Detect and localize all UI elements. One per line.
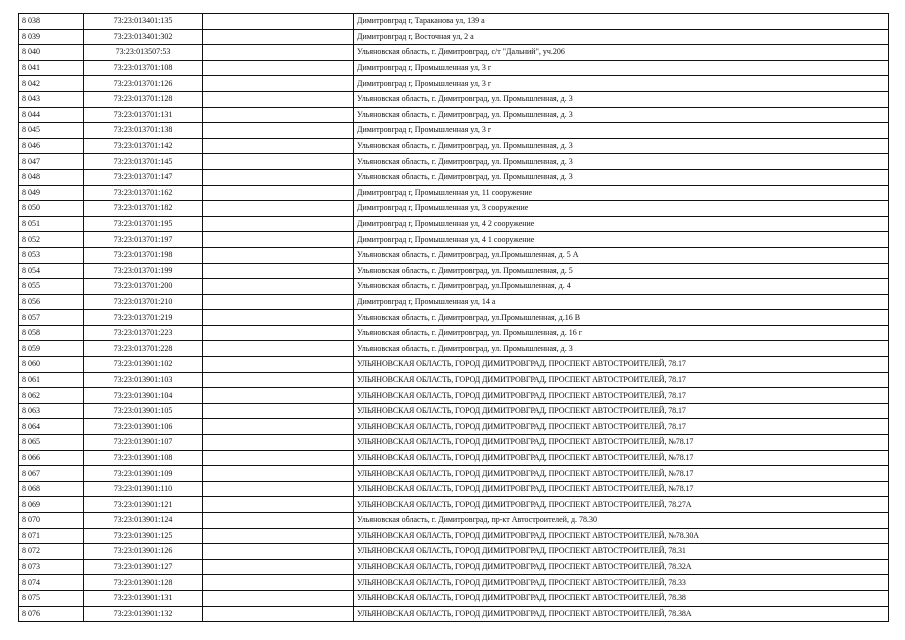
blank-cell bbox=[203, 544, 354, 560]
address-cell: Ульяновская область, г. Димитровград, ул. Промышленная, д. 3 bbox=[354, 341, 889, 357]
cadastral-number-cell: 73:23:013901:106 bbox=[84, 419, 203, 435]
address-cell: Ульяновская область, г. Димитровград, ул.Промышленная, д. 5 А bbox=[354, 247, 889, 263]
cadastral-number-cell: 73:23:013401:135 bbox=[84, 14, 203, 30]
cadastral-number-cell: 73:23:013901:110 bbox=[84, 481, 203, 497]
blank-cell bbox=[203, 216, 354, 232]
address-cell: Димитровград г, Промышленная ул, 3 г bbox=[354, 76, 889, 92]
address-cell: УЛЬЯНОВСКАЯ ОБЛАСТЬ, ГОРОД ДИМИТРОВГРАД, ПРОСПЕКТ АВТОСТРОИТЕЛЕЙ, №78.17 bbox=[354, 435, 889, 451]
row-number-cell: 8 048 bbox=[19, 169, 84, 185]
cadastral-number-cell: 73:23:013701:145 bbox=[84, 154, 203, 170]
cadastral-number-cell: 73:23:013901:127 bbox=[84, 559, 203, 575]
table-body bbox=[19, 14, 889, 622]
row-number-cell: 8 064 bbox=[19, 419, 84, 435]
address-cell: Димитровград г, Таракановa ул, 139 а bbox=[354, 14, 889, 30]
blank-cell bbox=[203, 419, 354, 435]
address-cell: Ульяновская область, г. Димитровград, пр-кт Автостроителей, д. 78.30 bbox=[354, 513, 889, 529]
blank-cell bbox=[203, 201, 354, 217]
address-cell: УЛЬЯНОВСКАЯ ОБЛАСТЬ, ГОРОД ДИМИТРОВГРАД, ПРОСПЕКТ АВТОСТРОИТЕЛЕЙ, 78.31 bbox=[354, 544, 889, 560]
row-number-cell: 8 072 bbox=[19, 544, 84, 560]
address-cell: УЛЬЯНОВСКАЯ ОБЛАСТЬ, ГОРОД ДИМИТРОВГРАД, ПРОСПЕКТ АВТОСТРОИТЕЛЕЙ, №78.30А bbox=[354, 528, 889, 544]
blank-cell bbox=[203, 450, 354, 466]
table-row bbox=[19, 419, 889, 435]
cadastral-number-cell: 73:23:013701:182 bbox=[84, 201, 203, 217]
table-row bbox=[19, 138, 889, 154]
table-row bbox=[19, 357, 889, 373]
table-row bbox=[19, 403, 889, 419]
row-number-cell: 8 044 bbox=[19, 107, 84, 123]
table-row bbox=[19, 60, 889, 76]
blank-cell bbox=[203, 325, 354, 341]
blank-cell bbox=[203, 107, 354, 123]
blank-cell bbox=[203, 91, 354, 107]
blank-cell bbox=[203, 294, 354, 310]
table-row bbox=[19, 497, 889, 513]
row-number-cell: 8 055 bbox=[19, 279, 84, 295]
address-cell: Ульяновская область, г. Димитровград, ул. Промышленная, д. 3 bbox=[354, 169, 889, 185]
cadastral-number-cell: 73:23:013701:108 bbox=[84, 60, 203, 76]
blank-cell bbox=[203, 435, 354, 451]
blank-cell bbox=[203, 76, 354, 92]
row-number-cell: 8 068 bbox=[19, 481, 84, 497]
table-row bbox=[19, 263, 889, 279]
cadastral-number-cell: 73:23:013701:197 bbox=[84, 232, 203, 248]
table-row bbox=[19, 201, 889, 217]
cadastral-number-cell: 73:23:013701:126 bbox=[84, 76, 203, 92]
blank-cell bbox=[203, 185, 354, 201]
cadastral-number-cell: 73:23:013901:124 bbox=[84, 513, 203, 529]
row-number-cell: 8 074 bbox=[19, 575, 84, 591]
cadastral-number-cell: 73:23:013901:125 bbox=[84, 528, 203, 544]
table-row bbox=[19, 435, 889, 451]
table-row bbox=[19, 528, 889, 544]
table-row bbox=[19, 91, 889, 107]
row-number-cell: 8 051 bbox=[19, 216, 84, 232]
cadastral-number-cell: 73:23:013901:107 bbox=[84, 435, 203, 451]
address-cell: УЛЬЯНОВСКАЯ ОБЛАСТЬ, ГОРОД ДИМИТРОВГРАД, ПРОСПЕКТ АВТОСТРОИТЕЛЕЙ, 78.38А bbox=[354, 606, 889, 622]
blank-cell bbox=[203, 513, 354, 529]
row-number-cell: 8 040 bbox=[19, 45, 84, 61]
cadastral-number-cell: 73:23:013701:142 bbox=[84, 138, 203, 154]
cadastral-number-cell: 73:23:013901:104 bbox=[84, 388, 203, 404]
address-cell: УЛЬЯНОВСКАЯ ОБЛАСТЬ, ГОРОД ДИМИТРОВГРАД, ПРОСПЕКТ АВТОСТРОИТЕЛЕЙ, 78.27А bbox=[354, 497, 889, 513]
row-number-cell: 8 039 bbox=[19, 29, 84, 45]
blank-cell bbox=[203, 123, 354, 139]
blank-cell bbox=[203, 279, 354, 295]
address-cell: Ульяновская область, г. Димитровград, ул. Промышленная, д. 3 bbox=[354, 154, 889, 170]
address-cell: Димитровград г, Промышленная ул, 3 сооружение bbox=[354, 201, 889, 217]
address-cell: УЛЬЯНОВСКАЯ ОБЛАСТЬ, ГОРОД ДИМИТРОВГРАД, ПРОСПЕКТ АВТОСТРОИТЕЛЕЙ, №78.17 bbox=[354, 466, 889, 482]
cadastral-number-cell: 73:23:013701:138 bbox=[84, 123, 203, 139]
address-cell: Ульяновская область, г. Димитровград, ул.Промышленная, д. 4 bbox=[354, 279, 889, 295]
cadastral-number-cell: 73:23:013701:210 bbox=[84, 294, 203, 310]
blank-cell bbox=[203, 497, 354, 513]
address-cell: Димитровград г, Промышленная ул, 3 г bbox=[354, 123, 889, 139]
address-cell: Ульяновская область, г. Димитровград, ул.Промышленная, д.16 В bbox=[354, 310, 889, 326]
table-row bbox=[19, 590, 889, 606]
address-cell: Ульяновская область, г. Димитровград, ул. Промышленная, д. 3 bbox=[354, 138, 889, 154]
blank-cell bbox=[203, 310, 354, 326]
address-cell: УЛЬЯНОВСКАЯ ОБЛАСТЬ, ГОРОД ДИМИТРОВГРАД, ПРОСПЕКТ АВТОСТРОИТЕЛЕЙ, 78.17 bbox=[354, 403, 889, 419]
cadastral-number-cell: 73:23:013701:162 bbox=[84, 185, 203, 201]
table-row bbox=[19, 169, 889, 185]
table-row bbox=[19, 341, 889, 357]
address-cell: Димитровград г, Восточная ул, 2 а bbox=[354, 29, 889, 45]
table-row bbox=[19, 45, 889, 61]
blank-cell bbox=[203, 14, 354, 30]
blank-cell bbox=[203, 232, 354, 248]
blank-cell bbox=[203, 45, 354, 61]
cadastral-number-cell: 73:23:013701:147 bbox=[84, 169, 203, 185]
row-number-cell: 8 053 bbox=[19, 247, 84, 263]
blank-cell bbox=[203, 575, 354, 591]
cadastral-number-cell: 73:23:013701:223 bbox=[84, 325, 203, 341]
table-row bbox=[19, 450, 889, 466]
address-cell: УЛЬЯНОВСКАЯ ОБЛАСТЬ, ГОРОД ДИМИТРОВГРАД, ПРОСПЕКТ АВТОСТРОИТЕЛЕЙ, 78.17 bbox=[354, 372, 889, 388]
table-row bbox=[19, 154, 889, 170]
cadastral-number-cell: 73:23:013901:102 bbox=[84, 357, 203, 373]
row-number-cell: 8 045 bbox=[19, 123, 84, 139]
cadastral-number-cell: 73:23:013701:199 bbox=[84, 263, 203, 279]
row-number-cell: 8 052 bbox=[19, 232, 84, 248]
table-row bbox=[19, 466, 889, 482]
table-row bbox=[19, 29, 889, 45]
address-cell: Димитровград г, Промышленная ул, 4 2 сооружение bbox=[354, 216, 889, 232]
table-row bbox=[19, 372, 889, 388]
cadastral-number-cell: 73:23:013701:128 bbox=[84, 91, 203, 107]
row-number-cell: 8 071 bbox=[19, 528, 84, 544]
cadastral-number-cell: 73:23:013701:219 bbox=[84, 310, 203, 326]
table-row bbox=[19, 14, 889, 30]
cadastral-number-cell: 73:23:013901:132 bbox=[84, 606, 203, 622]
address-cell: УЛЬЯНОВСКАЯ ОБЛАСТЬ, ГОРОД ДИМИТРОВГРАД, ПРОСПЕКТ АВТОСТРОИТЕЛЕЙ, №78.17 bbox=[354, 450, 889, 466]
cadastral-number-cell: 73:23:013901:131 bbox=[84, 590, 203, 606]
blank-cell bbox=[203, 154, 354, 170]
table-row bbox=[19, 575, 889, 591]
cadastral-number-cell: 73:23:013901:103 bbox=[84, 372, 203, 388]
blank-cell bbox=[203, 263, 354, 279]
row-number-cell: 8 067 bbox=[19, 466, 84, 482]
address-cell: УЛЬЯНОВСКАЯ ОБЛАСТЬ, ГОРОД ДИМИТРОВГРАД, ПРОСПЕКТ АВТОСТРОИТЕЛЕЙ, 78.32А bbox=[354, 559, 889, 575]
table-row bbox=[19, 606, 889, 622]
address-cell: Димитровград г, Промышленная ул, 3 г bbox=[354, 60, 889, 76]
blank-cell bbox=[203, 606, 354, 622]
table-row bbox=[19, 544, 889, 560]
address-cell: УЛЬЯНОВСКАЯ ОБЛАСТЬ, ГОРОД ДИМИТРОВГРАД, ПРОСПЕКТ АВТОСТРОИТЕЛЕЙ, 78.17 bbox=[354, 357, 889, 373]
cadastral-number-cell: 73:23:013901:105 bbox=[84, 403, 203, 419]
row-number-cell: 8 075 bbox=[19, 590, 84, 606]
cadastral-number-cell: 73:23:013401:302 bbox=[84, 29, 203, 45]
row-number-cell: 8 060 bbox=[19, 357, 84, 373]
cadastral-number-cell: 73:23:013901:109 bbox=[84, 466, 203, 482]
blank-cell bbox=[203, 169, 354, 185]
row-number-cell: 8 061 bbox=[19, 372, 84, 388]
table-row bbox=[19, 481, 889, 497]
blank-cell bbox=[203, 60, 354, 76]
table-row bbox=[19, 216, 889, 232]
blank-cell bbox=[203, 29, 354, 45]
blank-cell bbox=[203, 466, 354, 482]
address-cell: УЛЬЯНОВСКАЯ ОБЛАСТЬ, ГОРОД ДИМИТРОВГРАД, ПРОСПЕКТ АВТОСТРОИТЕЛЕЙ, 78.17 bbox=[354, 388, 889, 404]
table-row bbox=[19, 247, 889, 263]
address-cell: УЛЬЯНОВСКАЯ ОБЛАСТЬ, ГОРОД ДИМИТРОВГРАД, ПРОСПЕКТ АВТОСТРОИТЕЛЕЙ, 78.33 bbox=[354, 575, 889, 591]
cadastral-number-cell: 73:23:013901:128 bbox=[84, 575, 203, 591]
cadastral-number-cell: 73:23:013507:53 bbox=[84, 45, 203, 61]
blank-cell bbox=[203, 481, 354, 497]
blank-cell bbox=[203, 528, 354, 544]
address-cell: Димитровград г, Промышленная ул, 4 1 сооружение bbox=[354, 232, 889, 248]
row-number-cell: 8 050 bbox=[19, 201, 84, 217]
address-cell: УЛЬЯНОВСКАЯ ОБЛАСТЬ, ГОРОД ДИМИТРОВГРАД, ПРОСПЕКТ АВТОСТРОИТЕЛЕЙ, 78.38 bbox=[354, 590, 889, 606]
cadastral-number-cell: 73:23:013901:108 bbox=[84, 450, 203, 466]
table-row bbox=[19, 76, 889, 92]
row-number-cell: 8 065 bbox=[19, 435, 84, 451]
row-number-cell: 8 047 bbox=[19, 154, 84, 170]
row-number-cell: 8 070 bbox=[19, 513, 84, 529]
address-cell: УЛЬЯНОВСКАЯ ОБЛАСТЬ, ГОРОД ДИМИТРОВГРАД, ПРОСПЕКТ АВТОСТРОИТЕЛЕЙ, №78.17 bbox=[354, 481, 889, 497]
row-number-cell: 8 066 bbox=[19, 450, 84, 466]
blank-cell bbox=[203, 357, 354, 373]
cadastral-number-cell: 73:23:013901:121 bbox=[84, 497, 203, 513]
table-row bbox=[19, 294, 889, 310]
row-number-cell: 8 043 bbox=[19, 91, 84, 107]
property-registry-table bbox=[18, 13, 889, 622]
table-row bbox=[19, 310, 889, 326]
table-row bbox=[19, 325, 889, 341]
blank-cell bbox=[203, 559, 354, 575]
table-row bbox=[19, 185, 889, 201]
table-row bbox=[19, 107, 889, 123]
row-number-cell: 8 057 bbox=[19, 310, 84, 326]
row-number-cell: 8 073 bbox=[19, 559, 84, 575]
address-cell: Ульяновская область, г. Димитровград, ул. Промышленная, д. 5 bbox=[354, 263, 889, 279]
cadastral-number-cell: 73:23:013701:131 bbox=[84, 107, 203, 123]
row-number-cell: 8 076 bbox=[19, 606, 84, 622]
blank-cell bbox=[203, 247, 354, 263]
table-row bbox=[19, 559, 889, 575]
table-row bbox=[19, 232, 889, 248]
address-cell: Ульяновская область, г. Димитровград, ул. Промышленная, д. 16 г bbox=[354, 325, 889, 341]
row-number-cell: 8 046 bbox=[19, 138, 84, 154]
row-number-cell: 8 041 bbox=[19, 60, 84, 76]
address-cell: Ульяновская область, г. Димитровград, ул. Промышленная, д. 3 bbox=[354, 91, 889, 107]
table-row bbox=[19, 513, 889, 529]
table-row bbox=[19, 279, 889, 295]
address-cell: Димитровград г, Промышленная ул, 11 сооружение bbox=[354, 185, 889, 201]
row-number-cell: 8 042 bbox=[19, 76, 84, 92]
row-number-cell: 8 038 bbox=[19, 14, 84, 30]
table-row bbox=[19, 123, 889, 139]
row-number-cell: 8 069 bbox=[19, 497, 84, 513]
cadastral-number-cell: 73:23:013701:200 bbox=[84, 279, 203, 295]
row-number-cell: 8 062 bbox=[19, 388, 84, 404]
row-number-cell: 8 063 bbox=[19, 403, 84, 419]
blank-cell bbox=[203, 388, 354, 404]
blank-cell bbox=[203, 341, 354, 357]
address-cell: Ульяновская область, г. Димитровград, с/т "Дальний", уч.206 bbox=[354, 45, 889, 61]
address-cell: УЛЬЯНОВСКАЯ ОБЛАСТЬ, ГОРОД ДИМИТРОВГРАД, ПРОСПЕКТ АВТОСТРОИТЕЛЕЙ, 78.17 bbox=[354, 419, 889, 435]
row-number-cell: 8 059 bbox=[19, 341, 84, 357]
table-row bbox=[19, 388, 889, 404]
cadastral-number-cell: 73:23:013701:228 bbox=[84, 341, 203, 357]
row-number-cell: 8 049 bbox=[19, 185, 84, 201]
blank-cell bbox=[203, 138, 354, 154]
address-cell: Ульяновская область, г. Димитровград, ул. Промышленная, д. 3 bbox=[354, 107, 889, 123]
cadastral-number-cell: 73:23:013901:126 bbox=[84, 544, 203, 560]
blank-cell bbox=[203, 372, 354, 388]
row-number-cell: 8 056 bbox=[19, 294, 84, 310]
blank-cell bbox=[203, 403, 354, 419]
blank-cell bbox=[203, 590, 354, 606]
row-number-cell: 8 058 bbox=[19, 325, 84, 341]
row-number-cell: 8 054 bbox=[19, 263, 84, 279]
address-cell: Димитровград г, Промышленная ул, 14 а bbox=[354, 294, 889, 310]
cadastral-number-cell: 73:23:013701:198 bbox=[84, 247, 203, 263]
cadastral-number-cell: 73:23:013701:195 bbox=[84, 216, 203, 232]
